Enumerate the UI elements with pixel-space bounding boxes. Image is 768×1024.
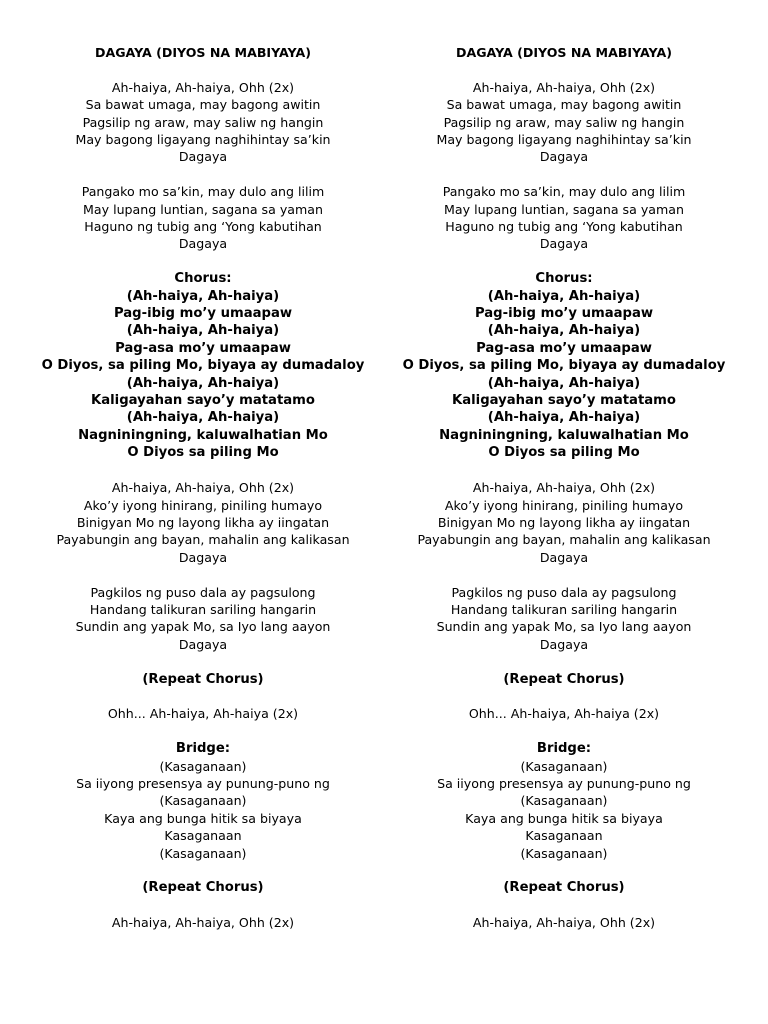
lyric-line: Dagaya: [178, 149, 228, 165]
verse-4: [33, 584, 373, 654]
chorus-line: (Ah-haiya, Ah-haiya): [487, 288, 641, 304]
chorus-label: Chorus:: [174, 271, 232, 287]
lyric-line: Pagkilos ng puso dala ay pagsulong: [451, 584, 677, 600]
chorus-line: O Diyos, sa piling Mo, biyaya ay dumadaloy: [402, 358, 726, 374]
lyric-line: Ako’y iyong hinirang, piniling humayo: [444, 497, 684, 513]
repeat-chorus-note: (Repeat Chorus): [503, 671, 625, 687]
verse-1: [33, 79, 373, 166]
lyric-line: Handang talikuran sariling hangarin: [89, 601, 317, 617]
chorus-line: Kaligayahan sayo’y matatamo: [452, 393, 676, 409]
lyrics-column-left: [33, 44, 373, 932]
chorus-line: Nagniningning, kaluwalhatian Mo: [439, 427, 689, 443]
repeat-chorus-note: (Repeat Chorus): [142, 880, 264, 896]
lyric-line: May lupang luntian, sagana sa yaman: [444, 201, 684, 217]
song-title: DAGAYA (DIYOS NA MABIYAYA): [95, 45, 311, 60]
chorus-line: Pag-asa mo’y umaapaw: [476, 340, 652, 356]
lyric-line: Pangako mo sa’kin, may dulo ang lilim: [81, 184, 325, 200]
chorus: [394, 270, 734, 461]
bridge-line: (Kasaganaan): [159, 758, 247, 774]
lyric-line: Pagsilip ng araw, may saliw ng hangin: [443, 114, 685, 130]
lyric-line: Binigyan Mo ng layong likha ay iingatan: [76, 514, 330, 530]
lyric-line: Ako’y iyong hinirang, piniling humayo: [83, 497, 323, 513]
lyric-line: Handang talikuran sariling hangarin: [450, 601, 678, 617]
lyric-line: May bagong ligayang naghihintay sa’kin: [436, 132, 692, 148]
bridge: [394, 740, 734, 862]
chorus-line: Kaligayahan sayo’y matatamo: [91, 393, 315, 409]
verse-3: [33, 479, 373, 566]
verse-1: [394, 79, 734, 166]
lyric-line: Pangako mo sa’kin, may dulo ang lilim: [442, 184, 686, 200]
bridge-line: (Kasaganaan): [159, 845, 247, 861]
verse-2: [394, 183, 734, 253]
bridge-line: Kasaganaan: [525, 828, 603, 844]
chorus-line: (Ah-haiya, Ah-haiya): [126, 323, 280, 339]
bridge: [33, 740, 373, 862]
chorus-line: (Ah-haiya, Ah-haiya): [487, 375, 641, 391]
lyric-line: Ah-haiya, Ah-haiya, Ohh (2x): [472, 480, 656, 496]
bridge-label: Bridge:: [175, 741, 231, 757]
lyric-line: Payabungin ang bayan, mahalin ang kalikasan: [417, 532, 711, 548]
outro-line: Ah-haiya, Ah-haiya, Ohh (2x): [111, 915, 295, 931]
lyric-line: Sa bawat umaga, may bagong awitin: [446, 97, 682, 113]
lyric-line: Dagaya: [178, 636, 228, 652]
chorus-line: (Ah-haiya, Ah-haiya): [487, 323, 641, 339]
chorus-line: Pag-ibig mo’y umaapaw: [113, 306, 293, 322]
lyrics-column-right: [394, 44, 734, 932]
lyric-line: Dagaya: [539, 149, 589, 165]
lyric-line: Dagaya: [539, 636, 589, 652]
repeat-chorus-note: (Repeat Chorus): [503, 880, 625, 896]
ohh-line: Ohh... Ah-haiya, Ah-haiya (2x): [468, 706, 660, 722]
chorus-line: (Ah-haiya, Ah-haiya): [126, 375, 280, 391]
bridge-line: (Kasaganaan): [159, 793, 247, 809]
lyric-line: Dagaya: [539, 236, 589, 252]
bridge-line: Kaya ang bunga hitik sa biyaya: [465, 810, 663, 826]
lyric-line: Dagaya: [178, 549, 228, 565]
lyric-line: Haguno ng tubig ang ‘Yong kabutihan: [445, 219, 683, 235]
lyric-line: Ah-haiya, Ah-haiya, Ohh (2x): [111, 79, 295, 95]
lyric-line: Ah-haiya, Ah-haiya, Ohh (2x): [111, 480, 295, 496]
bridge-line: Kasaganaan: [164, 828, 242, 844]
bridge-line: Sa iiyong presensya ay punung-puno ng: [437, 775, 691, 791]
lyric-line: Ah-haiya, Ah-haiya, Ohh (2x): [472, 79, 656, 95]
lyric-line: Sa bawat umaga, may bagong awitin: [85, 97, 321, 113]
chorus: [33, 270, 373, 461]
lyric-line: May bagong ligayang naghihintay sa’kin: [75, 132, 331, 148]
chorus-line: O Diyos sa piling Mo: [127, 445, 279, 461]
verse-4: [394, 584, 734, 654]
song-title: DAGAYA (DIYOS NA MABIYAYA): [456, 45, 672, 60]
lyric-line: Pagkilos ng puso dala ay pagsulong: [90, 584, 316, 600]
bridge-line: (Kasaganaan): [520, 793, 608, 809]
chorus-line: Pag-ibig mo’y umaapaw: [474, 306, 654, 322]
bridge-line: Kaya ang bunga hitik sa biyaya: [104, 810, 302, 826]
lyric-line: Haguno ng tubig ang ‘Yong kabutihan: [84, 219, 322, 235]
chorus-line: (Ah-haiya, Ah-haiya): [126, 410, 280, 426]
lyric-line: May lupang luntian, sagana sa yaman: [83, 201, 323, 217]
chorus-line: O Diyos, sa piling Mo, biyaya ay dumadaloy: [41, 358, 365, 374]
lyric-line: Sundin ang yapak Mo, sa Iyo lang aayon: [436, 619, 692, 635]
repeat-chorus-note: (Repeat Chorus): [142, 671, 264, 687]
ohh-line: Ohh... Ah-haiya, Ah-haiya (2x): [107, 706, 299, 722]
chorus-line: (Ah-haiya, Ah-haiya): [126, 288, 280, 304]
lyric-line: Dagaya: [178, 236, 228, 252]
chorus-line: (Ah-haiya, Ah-haiya): [487, 410, 641, 426]
chorus-line: Pag-asa mo’y umaapaw: [115, 340, 291, 356]
lyric-line: Pagsilip ng araw, may saliw ng hangin: [82, 114, 324, 130]
lyric-line: Sundin ang yapak Mo, sa Iyo lang aayon: [75, 619, 331, 635]
verse-3: [394, 479, 734, 566]
bridge-line: (Kasaganaan): [520, 845, 608, 861]
bridge-line: Sa iiyong presensya ay punung-puno ng: [76, 775, 330, 791]
chorus-line: O Diyos sa piling Mo: [488, 445, 640, 461]
verse-2: [33, 183, 373, 253]
lyric-line: Dagaya: [539, 549, 589, 565]
lyric-line: Binigyan Mo ng layong likha ay iingatan: [437, 514, 691, 530]
lyric-line: Payabungin ang bayan, mahalin ang kalikasan: [56, 532, 350, 548]
chorus-label: Chorus:: [535, 271, 593, 287]
outro-line: Ah-haiya, Ah-haiya, Ohh (2x): [472, 915, 656, 931]
bridge-line: (Kasaganaan): [520, 758, 608, 774]
chorus-line: Nagniningning, kaluwalhatian Mo: [78, 427, 328, 443]
bridge-label: Bridge:: [536, 741, 592, 757]
